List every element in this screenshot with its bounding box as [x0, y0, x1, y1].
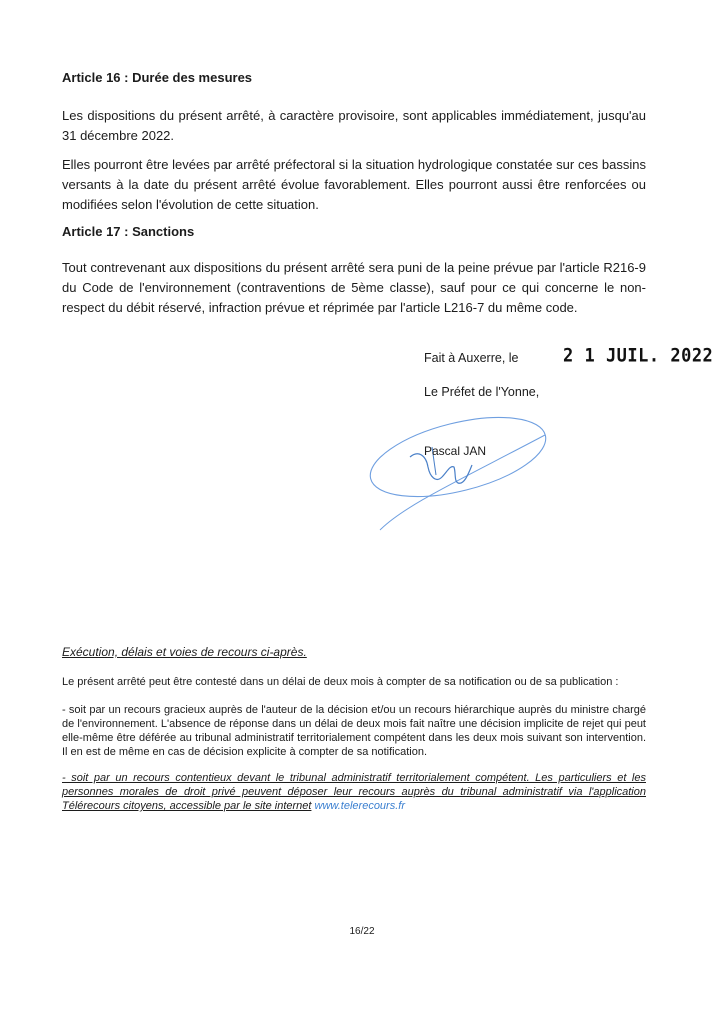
recours-title: Exécution, délais et voies de recours ci-après. — [62, 645, 307, 659]
recours-intro: Le présent arrêté peut être contesté dans un délai de deux mois à compter de sa notification ou de sa publication : — [62, 676, 619, 688]
article-16-heading: Article 16 : Durée des mesures — [62, 70, 253, 85]
signature-place: Fait à Auxerre, le — [424, 351, 519, 365]
recours-gracieux: - soit par un recours gracieux auprès de l'auteur de la décision et/ou un recours hiérarchique auprès du ministre chargé de l'environnement. L'absence de réponse dans un délai de deux mois fait naître une décision implicite de rejet qui peut elle-même être déférée au tribunal administratif territorialement compétent dans les deux mois suivant son intervention. Il en est de même en cas de décision explicite à compter de sa notification. — [62, 704, 646, 758]
page-number: 16/22 — [349, 926, 375, 937]
signatory-title: Le Préfet de l'Yonne, — [424, 385, 540, 399]
date-stamp: 2 1 JUIL. 2022 — [563, 345, 714, 367]
handwritten-signature — [350, 395, 560, 545]
article-17-heading: Article 17 : Sanctions — [62, 224, 195, 239]
recours-contentieux-paragraph — [62, 771, 646, 813]
signatory-name: Pascal JAN — [424, 444, 487, 458]
article-17-paragraph-1: Tout contrevenant aux dispositions du présent arrêté sera puni de la peine prévue par l'article R216-9 du Code de l'environnement (contraventions de 5ème classe), sauf pour ce qui concerne le non-respect du débit réservé, infraction prévue et réprimée par l'article L216-7 du même code. — [62, 260, 646, 315]
recours-contentieux-text: - soit par un recours contentieux devant le tribunal administratif territorialement compétent. Les particuliers et les personnes morales de droit privé peuvent déposer leur recours auprès du tribunal administratif via l'application Télérecours citoyens, accessible par le site internet — [62, 772, 646, 812]
article-16-paragraph-2: Elles pourront être levées par arrêté préfectoral si la situation hydrologique constatée sur ces bassins versants à la date du présent arrêté évolue favorablement. Elles pourront aussi être renforcées ou modifiées selon l'évolution de cette situation. — [62, 157, 646, 212]
telerecours-link[interactable]: www.telerecours.fr — [314, 800, 405, 812]
article-16-paragraph-1: Les dispositions du présent arrêté, à caractère provisoire, sont applicables immédiatement, jusqu'au 31 décembre 2022. — [62, 108, 646, 143]
